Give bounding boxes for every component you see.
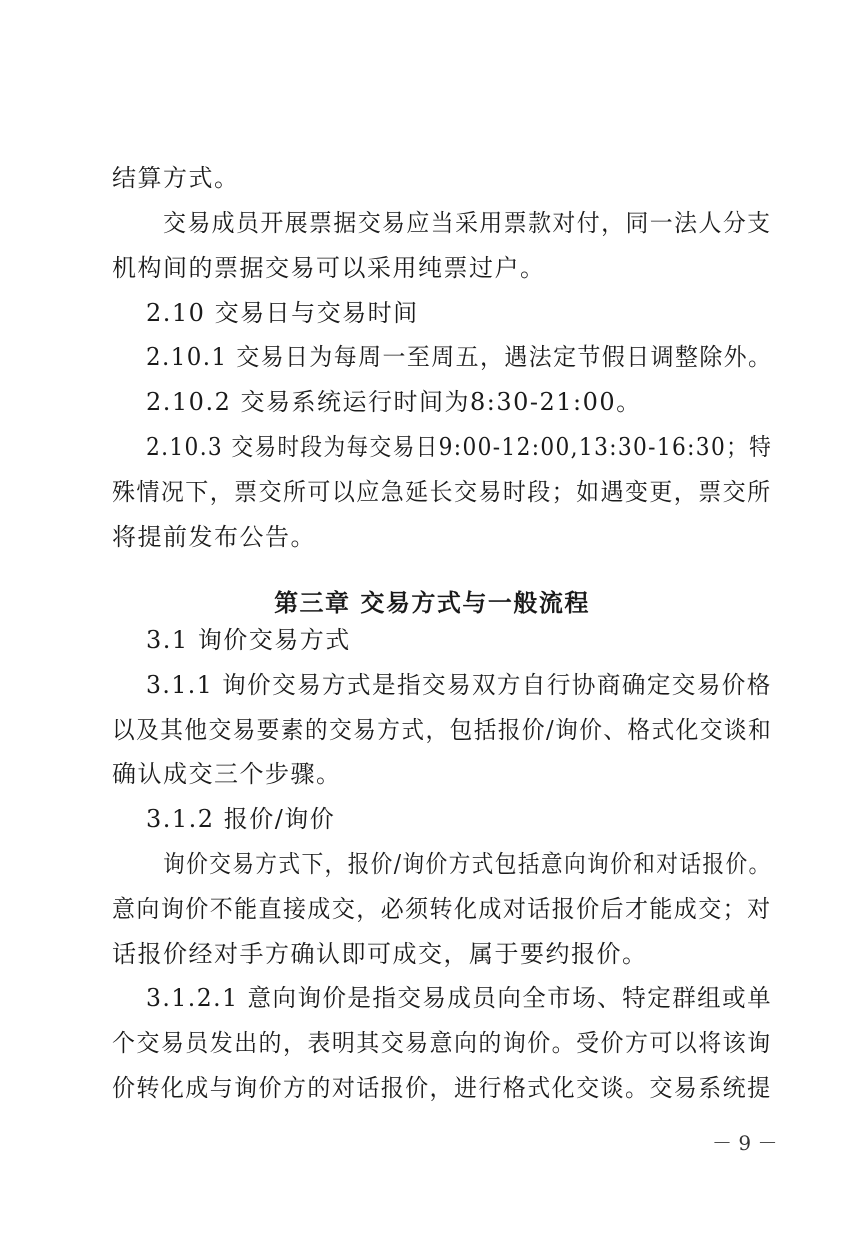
text-line: 2.10.2 交易系统运行时间为8:30-21:00。 — [146, 388, 642, 416]
text-line: 将提前发布公告。 — [112, 523, 316, 551]
text-line: 个交易员发出的，表明其交易意向的询价。受价方可以将该询 — [112, 1029, 772, 1057]
text-line: 3.1.2.1 意向询价是指交易成员向全市场、特定群组或单 — [146, 984, 773, 1012]
text-line: 2.10.3 交易时段为每交易日9:00-12:00,13:30-16:30；特 — [146, 433, 773, 461]
text-line: 3.1.1 询价交易方式是指交易双方自行协商确定交易价格 — [146, 671, 772, 699]
text-line: 以及其他交易要素的交易方式，包括报价/询价、格式化交谈和 — [112, 716, 773, 744]
text-line: 2.10.1 交易日为每周一至周五，遇法定节假日调整除外。 — [146, 343, 773, 371]
text-line: 结算方式。 — [112, 164, 240, 192]
section-heading: 3.1.2 报价/询价 — [146, 805, 336, 833]
text-line: 机构间的票据交易可以采用纯票过户。 — [112, 254, 546, 282]
section-heading: 3.1 询价交易方式 — [146, 626, 351, 654]
text-line: 询价交易方式下，报价/询价方式包括意向询价和对话报价。 — [163, 850, 772, 878]
page-number: － 9 － — [712, 1131, 778, 1155]
text-line: 意向询价不能直接成交，必须转化成对话报价后才能成交；对 — [112, 895, 772, 923]
text-line: 话报价经对手方确认即可成交，属于要约报价。 — [112, 940, 648, 968]
text-line: 交易成员开展票据交易应当采用票款对付，同一法人分支 — [163, 209, 772, 237]
text-line: 确认成交三个步骤。 — [112, 760, 342, 788]
text-line: 殊情况下，票交所可以应急延长交易时段；如遇变更，票交所 — [112, 478, 772, 506]
text-line: 价转化成与询价方的对话报价，进行格式化交谈。交易系统提 — [112, 1074, 772, 1102]
chapter-title: 第三章 交易方式与一般流程 — [274, 589, 590, 617]
section-heading: 2.10 交易日与交易时间 — [146, 299, 419, 327]
